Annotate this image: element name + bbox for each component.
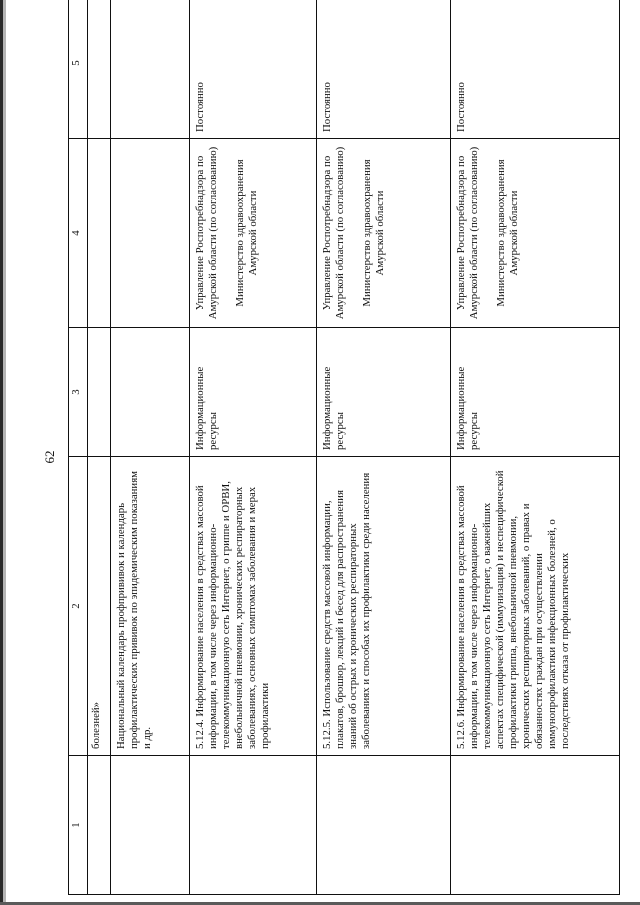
table-cell: [111, 756, 190, 895]
measure-description: Национальный календарь профпрививок и календарь профилактических прививок по эпидемическим показаниям и др.: [111, 457, 190, 756]
responsible-org-2: Министерство здравоохранения Амурской области: [494, 159, 520, 307]
responsible-cell: [317, 139, 451, 328]
responsible-cell: [111, 139, 190, 328]
table-cell: [88, 328, 111, 457]
measure-description: 5.12.4. Информирование населения в средствах массовой информации, в том числе через информационно-телекоммуникационную сеть Интернет, о гриппе и ОРВИ, внебольничной пневмонии, хронических респираторных заболеваниях, основных симптомах заболевания и мерах профилактики: [190, 457, 317, 756]
responsible-org-1: Управление Роспотребнадзора по Амурской области (по согласованию): [455, 146, 480, 320]
responsible-org-1: Управление Роспотребнадзора по Амурской области (по согласованию): [194, 146, 219, 320]
measures-table: [68, 0, 620, 895]
responsible-org-2: Министерство здравоохранения Амурской области: [233, 159, 259, 307]
resources-cell: Информационные ресурсы: [451, 328, 620, 457]
table-cell: [317, 756, 451, 895]
table-row: [451, 0, 620, 895]
resources-cell: Информационные ресурсы: [190, 328, 317, 457]
measure-description: 5.12.5. Использование средств массовой информации, плакатов, брошюр, лекций и бесед для распространения знаний об острых и хронических респираторных заболеваниях и способах их профилактики среди населения: [317, 457, 451, 756]
column-header-5: 5: [69, 0, 88, 139]
resources-cell: Информационные ресурсы: [317, 328, 451, 457]
deadline-cell: Постоянно: [451, 0, 620, 139]
deadline-cell: Постоянно: [317, 0, 451, 139]
column-header-3: 3: [69, 328, 88, 457]
table-cell: болезней»: [88, 457, 111, 756]
column-header-1: 1: [69, 756, 88, 895]
table-cell: [88, 0, 111, 139]
deadline-cell: Постоянно: [190, 0, 317, 139]
page-number: 62: [42, 450, 57, 464]
table-cell: [451, 756, 620, 895]
responsible-org-1: Управление Роспотребнадзора по Амурской области (по согласованию): [321, 146, 346, 320]
resources-cell: [111, 328, 190, 457]
measure-description: 5.12.6. Информирование населения в средствах массовой информации, в том числе через информационно-телекоммуникационную сеть Интернет, о важнейших аспектах специфической (иммунизация) и неспецифической профилактики гриппа, внебольничной пневмонии, хронических респираторных заболеваний, о правах и обязанностях граждан при осуществлении иммунопрофилактики инфекционных болезней, о последствиях отказа от профилактических: [451, 457, 620, 756]
scan-left-edge: [0, 0, 6, 905]
column-header-2: 2: [69, 457, 88, 756]
deadline-cell: [111, 0, 190, 139]
table-cell: [88, 139, 111, 328]
table-header-row: [69, 0, 88, 895]
table-row: [190, 0, 317, 895]
table-cell: [190, 756, 317, 895]
table-row: [317, 0, 451, 895]
responsible-org-2: Министерство здравоохранения Амурской области: [360, 159, 386, 307]
table-row: [88, 0, 111, 895]
table-row: [111, 0, 190, 895]
responsible-cell: [190, 139, 317, 328]
responsible-cell: [451, 139, 620, 328]
column-header-4: 4: [69, 139, 88, 328]
table-cell: [88, 756, 111, 895]
rotated-page: [68, 33, 607, 895]
